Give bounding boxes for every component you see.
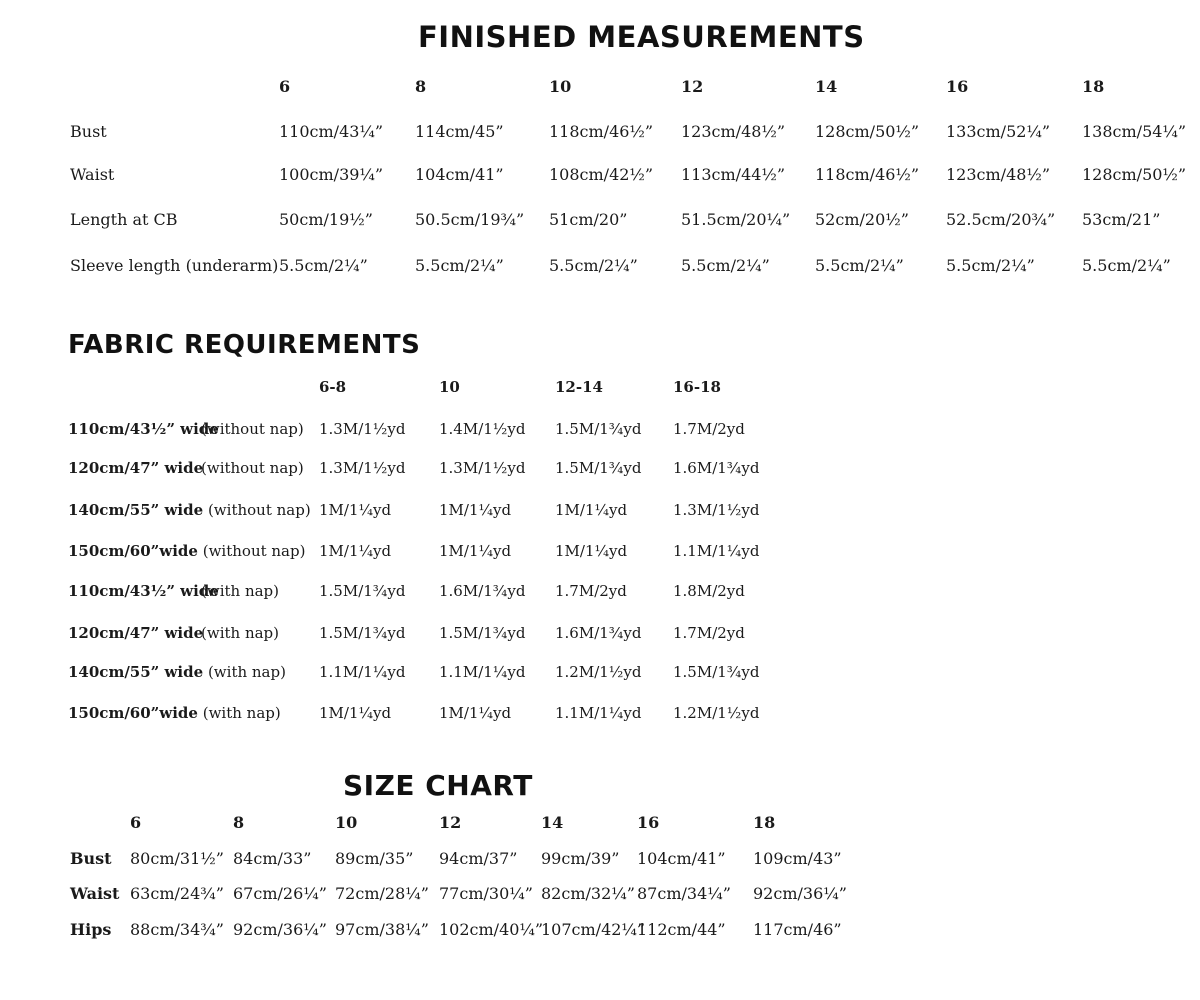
table-cell: 1.1M/1¼yd [555, 704, 642, 722]
table-cell: 104cm/41” [415, 165, 504, 184]
row-label: Waist [70, 884, 120, 903]
column-header: 10 [439, 378, 460, 396]
row-label [68, 422, 219, 437]
column-header: 16-18 [673, 378, 721, 396]
row-label [68, 544, 305, 559]
column-header: 18 [1082, 77, 1105, 96]
table-cell: 67cm/26¼” [233, 884, 327, 903]
table-cell: 1M/1¼yd [319, 704, 392, 722]
row-label [68, 503, 311, 518]
table-cell: 53cm/21” [1082, 210, 1161, 229]
row-label [68, 706, 281, 721]
table-cell: 133cm/52¼” [946, 122, 1051, 141]
table-cell: 84cm/33” [233, 849, 312, 868]
table-cell: 5.5cm/2¼” [415, 256, 504, 275]
table-cell: 1M/1¼yd [319, 542, 392, 560]
table-cell: 138cm/54¼” [1082, 122, 1187, 141]
table-cell: 110cm/43¼” [279, 122, 384, 141]
table-cell: 77cm/30¼” [439, 884, 533, 903]
table-cell: 1.5M/1¾yd [555, 420, 642, 438]
table-cell: 1.4M/1½yd [439, 420, 526, 438]
row-label [68, 626, 203, 641]
table-cell: 63cm/24¾” [130, 884, 224, 903]
row-label: Sleeve length (underarm) [70, 256, 279, 275]
column-header: 12 [439, 813, 462, 832]
nap-note: (with nap) [201, 624, 280, 642]
row-label [68, 461, 203, 476]
nap-note: (without nap) [201, 459, 304, 477]
table-cell: 52cm/20½” [815, 210, 909, 229]
column-header: 14 [815, 77, 838, 96]
table-cell: 1.2M/1½yd [673, 704, 760, 722]
table-cell: 109cm/43” [753, 849, 842, 868]
fabric-requirements-title: FABRIC REQUIREMENTS [68, 330, 421, 360]
table-cell: 1.6M/1¾yd [439, 582, 526, 600]
table-cell: 1M/1¼yd [439, 501, 512, 519]
column-header: 6-8 [319, 378, 347, 396]
fabric-width: 120cm/47” wide [68, 459, 204, 477]
table-cell: 50.5cm/19¾” [415, 210, 525, 229]
table-cell: 1M/1¼yd [555, 542, 628, 560]
table-cell: 99cm/39” [541, 849, 620, 868]
table-cell: 1.3M/1½yd [319, 420, 406, 438]
row-label [68, 584, 219, 599]
table-cell: 72cm/28¼” [335, 884, 429, 903]
column-header: 12 [681, 77, 704, 96]
table-cell: 94cm/37” [439, 849, 518, 868]
fabric-width: 150cm/60”wide [68, 704, 198, 722]
table-cell: 5.5cm/2¼” [1082, 256, 1171, 275]
table-cell: 1.6M/1¾yd [673, 459, 760, 477]
row-label: Hips [70, 920, 112, 939]
table-cell: 1.7M/2yd [673, 420, 745, 438]
size-chart-title: SIZE CHART [343, 769, 533, 802]
table-cell: 1.1M/1¼yd [439, 663, 526, 681]
column-header: 14 [541, 813, 564, 832]
nap-note: (with nap) [207, 663, 286, 681]
table-cell: 1M/1¼yd [319, 501, 392, 519]
table-cell: 1.2M/1½yd [555, 663, 642, 681]
nap-note: (with nap) [201, 582, 280, 600]
table-cell: 118cm/46½” [815, 165, 920, 184]
table-cell: 1.5M/1¾yd [673, 663, 760, 681]
table-cell: 1.7M/2yd [555, 582, 627, 600]
column-header: 18 [753, 813, 776, 832]
table-cell: 112cm/44” [637, 920, 726, 939]
column-header: 8 [415, 77, 427, 96]
fabric-width: 120cm/47” wide [68, 624, 204, 642]
table-cell: 88cm/34¾” [130, 920, 224, 939]
table-cell: 80cm/31½” [130, 849, 224, 868]
column-header: 10 [335, 813, 358, 832]
column-header: 8 [233, 813, 245, 832]
table-cell: 5.5cm/2¼” [549, 256, 638, 275]
table-cell: 89cm/35” [335, 849, 414, 868]
table-cell: 1.3M/1½yd [673, 501, 760, 519]
table-cell: 123cm/48½” [946, 165, 1051, 184]
table-cell: 118cm/46½” [549, 122, 654, 141]
table-cell: 114cm/45” [415, 122, 504, 141]
fabric-width: 110cm/43½” wide [68, 582, 219, 600]
table-cell: 128cm/50½” [1082, 165, 1187, 184]
table-cell: 1M/1¼yd [439, 704, 512, 722]
nap-note: (without nap) [202, 542, 306, 560]
table-cell: 1.6M/1¾yd [555, 624, 642, 642]
nap-note: (without nap) [201, 420, 304, 438]
table-cell: 1.3M/1½yd [319, 459, 406, 477]
table-cell: 5.5cm/2¼” [279, 256, 368, 275]
table-cell: 1M/1¼yd [439, 542, 512, 560]
column-header: 10 [549, 77, 572, 96]
table-cell: 52.5cm/20¾” [946, 210, 1056, 229]
column-header: 12-14 [555, 378, 603, 396]
row-label [68, 665, 286, 680]
table-cell: 5.5cm/2¼” [815, 256, 904, 275]
table-cell: 100cm/39¼” [279, 165, 384, 184]
table-cell: 102cm/40¼” [439, 920, 544, 939]
column-header: 16 [637, 813, 660, 832]
table-cell: 1.5M/1¾yd [439, 624, 526, 642]
table-cell: 92cm/36¼” [233, 920, 327, 939]
fabric-width: 140cm/55” wide [68, 501, 204, 519]
table-cell: 117cm/46” [753, 920, 842, 939]
fabric-width: 150cm/60”wide [68, 542, 198, 560]
table-cell: 87cm/34¼” [637, 884, 731, 903]
table-cell: 1.1M/1¼yd [319, 663, 406, 681]
table-cell: 1.5M/1¾yd [319, 582, 406, 600]
table-cell: 1.1M/1¼yd [673, 542, 760, 560]
table-cell: 51cm/20” [549, 210, 628, 229]
table-cell: 1M/1¼yd [555, 501, 628, 519]
table-cell: 1.3M/1½yd [439, 459, 526, 477]
table-cell: 1.7M/2yd [673, 624, 745, 642]
table-cell: 123cm/48½” [681, 122, 786, 141]
table-cell: 97cm/38¼” [335, 920, 429, 939]
row-label: Bust [70, 122, 107, 141]
table-cell: 82cm/32¼” [541, 884, 635, 903]
fabric-width: 110cm/43½” wide [68, 420, 219, 438]
table-cell: 108cm/42½” [549, 165, 654, 184]
row-label: Waist [70, 165, 115, 184]
table-cell: 51.5cm/20¼” [681, 210, 791, 229]
fabric-width: 140cm/55” wide [68, 663, 204, 681]
table-cell: 104cm/41” [637, 849, 726, 868]
table-cell: 1.5M/1¾yd [555, 459, 642, 477]
table-cell: 50cm/19½” [279, 210, 373, 229]
row-label: Length at CB [70, 210, 178, 229]
nap-note: (without nap) [207, 501, 311, 519]
table-cell: 128cm/50½” [815, 122, 920, 141]
row-label: Bust [70, 849, 112, 868]
table-cell: 5.5cm/2¼” [946, 256, 1035, 275]
column-header: 6 [279, 77, 291, 96]
column-header: 16 [946, 77, 969, 96]
table-cell: 113cm/44½” [681, 165, 786, 184]
column-header: 6 [130, 813, 142, 832]
table-cell: 107cm/42¼” [541, 920, 646, 939]
table-cell: 1.5M/1¾yd [319, 624, 406, 642]
finished-measurements-title: FINISHED MEASUREMENTS [418, 20, 865, 54]
nap-note: (with nap) [202, 704, 281, 722]
table-cell: 1.8M/2yd [673, 582, 745, 600]
table-cell: 92cm/36¼” [753, 884, 847, 903]
table-cell: 5.5cm/2¼” [681, 256, 770, 275]
